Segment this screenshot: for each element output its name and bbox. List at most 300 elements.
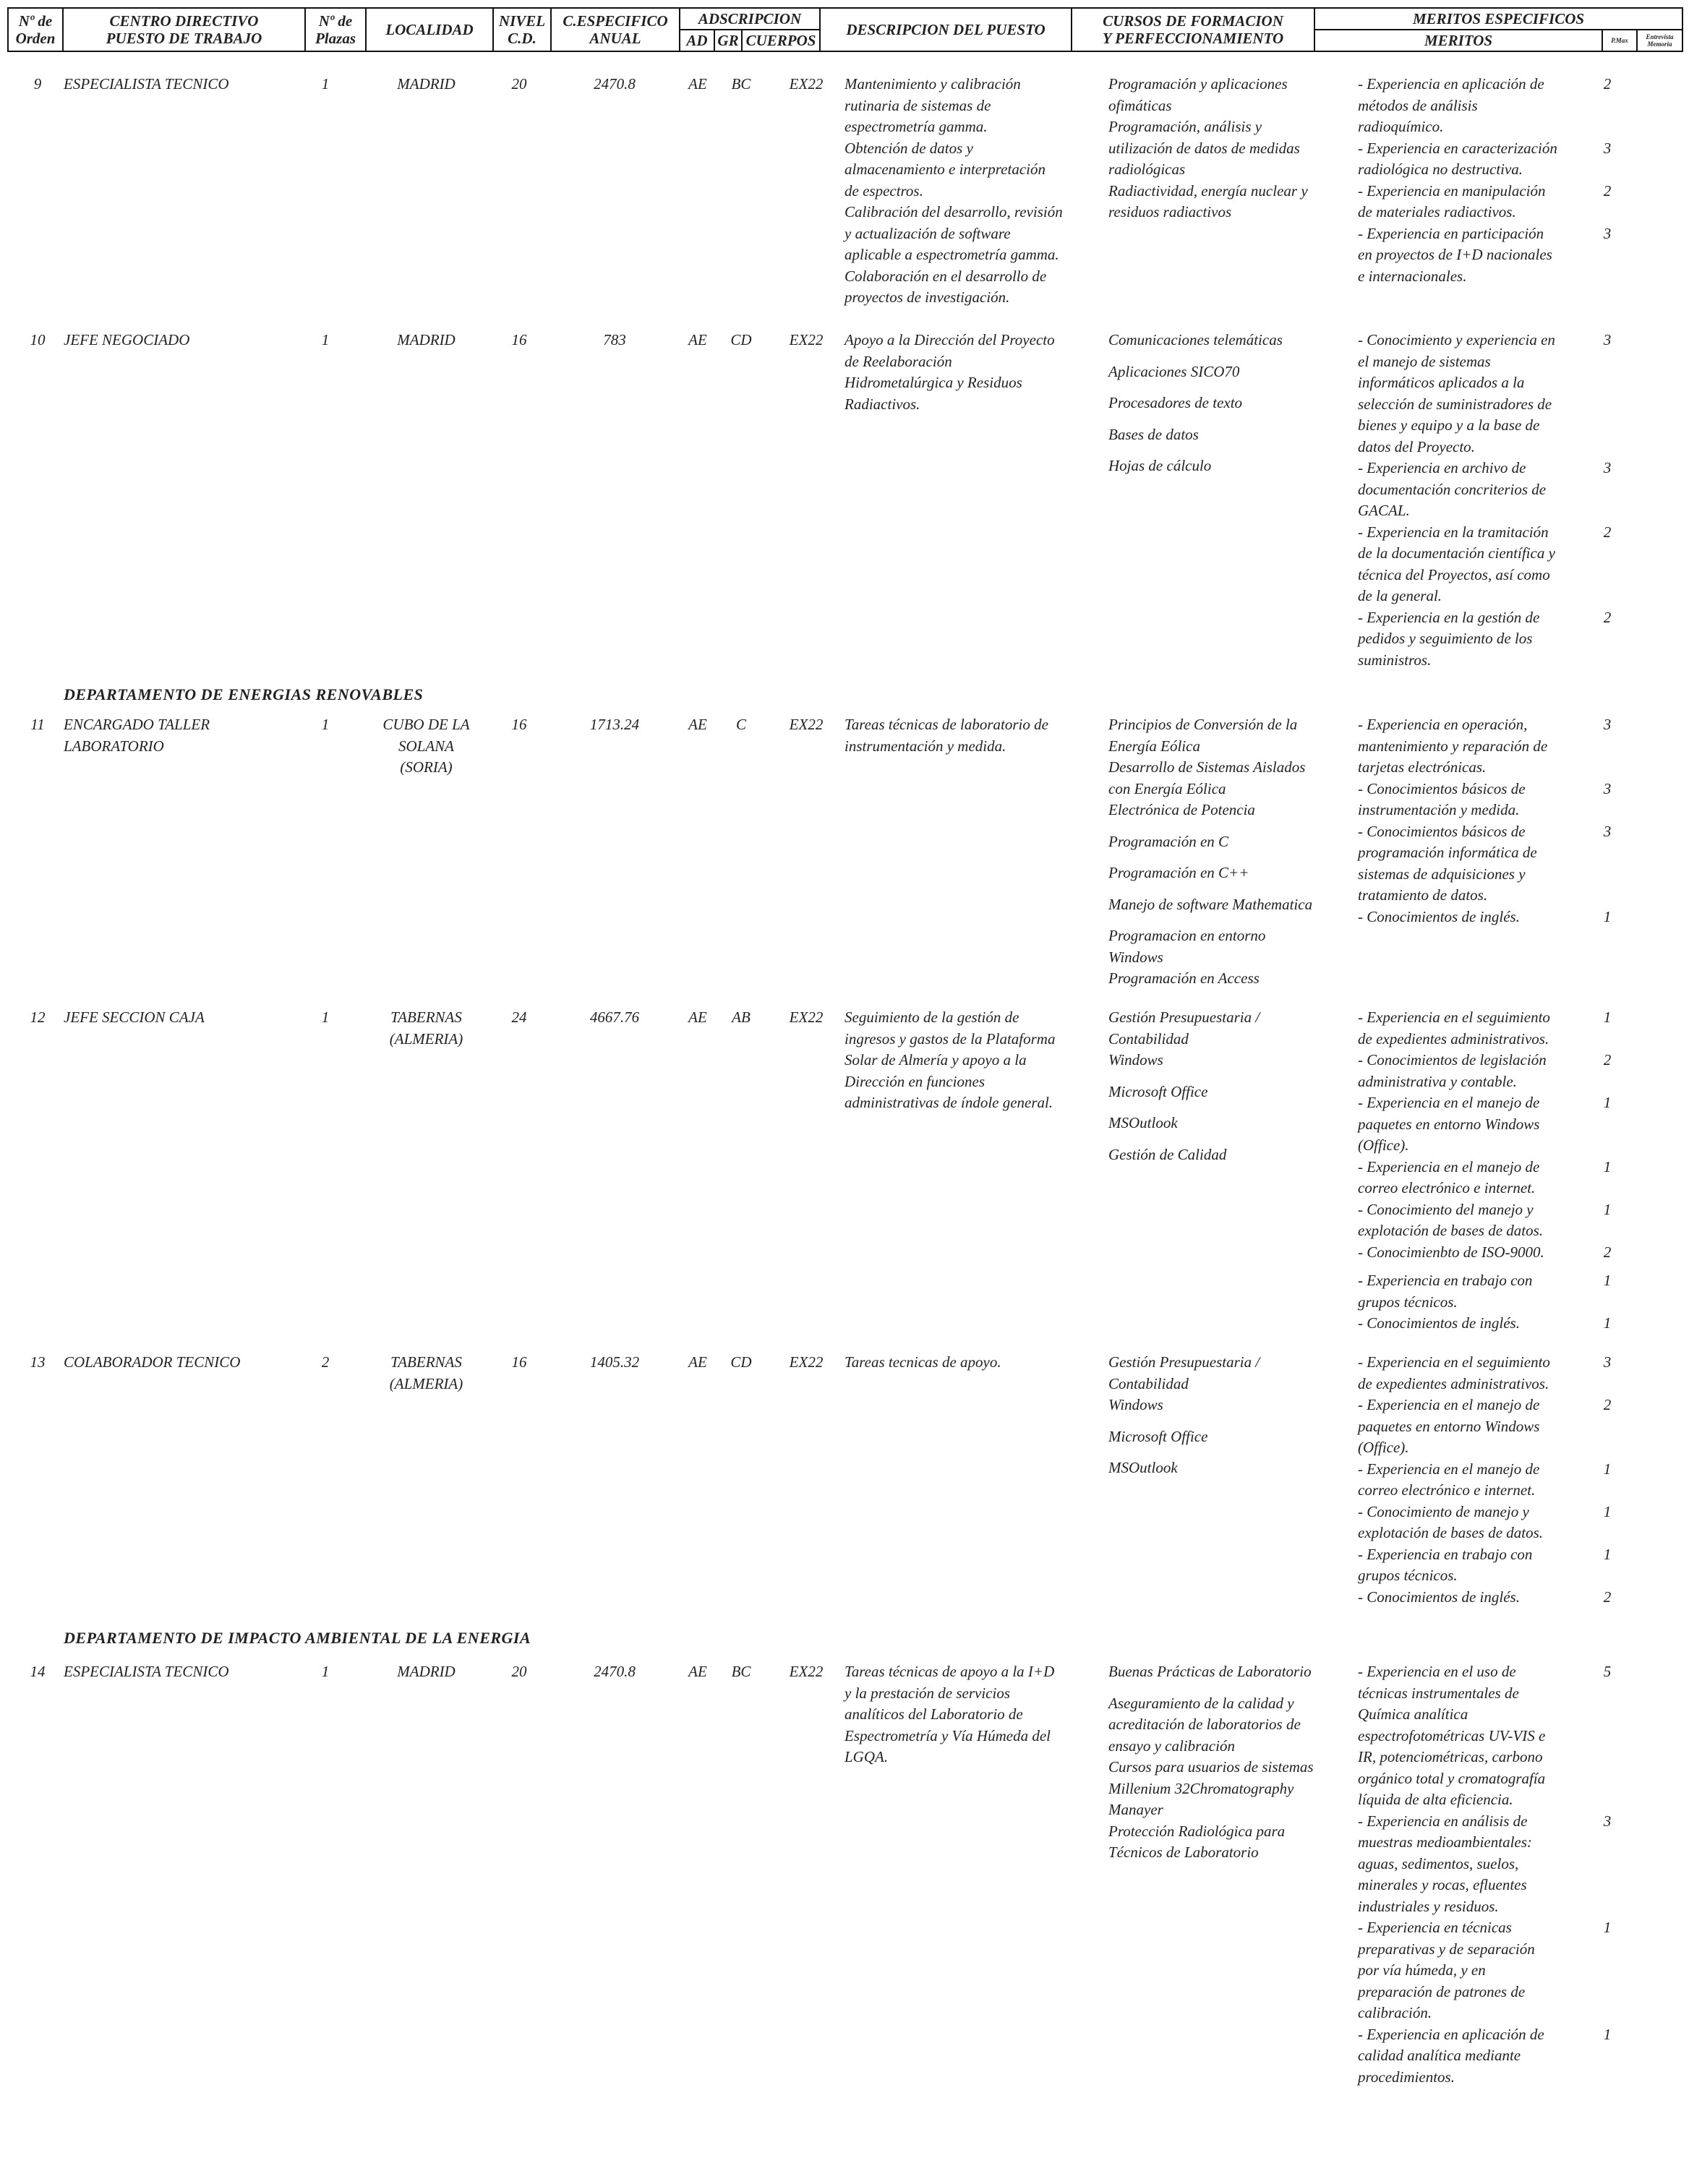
cell-localidad [363,1352,489,1395]
merito-line: - Experiencia en operación, [1358,716,1528,733]
merito-item [1358,522,1612,607]
merito-line: datos del Proyecto. [1358,437,1475,455]
curso-line: Gestión Presupuestaria / [1108,1009,1260,1026]
cell-especifico: 783 [603,331,626,348]
localidad-line: (SORIA) [400,758,453,776]
curso-line: Procesadores de texto [1108,394,1243,411]
merito-points: 1 [1603,1460,1612,1478]
merito-line: calibración. [1358,2004,1432,2021]
descripcion-line: y la prestación de servicios [844,1684,1011,1702]
merito-item [1358,607,1612,672]
merito-item [1358,1917,1612,2024]
curso-line: Buenas Prácticas de Laboratorio [1108,1663,1312,1680]
curso-line: residuos radiactivos [1108,203,1232,220]
curso-line: utilización de datos de medidas [1108,139,1300,157]
cell-plazas: 1 [321,1663,330,1680]
descripcion-line: Tareas tecnicas de apoyo. [844,1353,1001,1371]
curso-line: con Energía Eólica [1108,779,1226,797]
merito-item [1358,458,1612,522]
merito-line: - Experiencia en técnicas [1358,1919,1512,1936]
cell-plazas: 1 [321,1009,330,1026]
merito-line: líquida de alta eficiencia. [1358,1791,1513,1808]
cell-localidad [363,1661,489,1683]
curso-line: Principios de Conversión de la [1108,716,1298,733]
merito-line: tratamiento de datos. [1358,886,1488,904]
merito-line: programación informática de [1358,844,1537,861]
cell-ad: AE [688,1353,707,1371]
merito-item [1358,714,1612,779]
puesto-line: LABORATORIO [64,737,164,755]
merito-line: - Experiencia en análisis de [1358,1812,1528,1830]
merito-item [1358,74,1612,138]
header-n-orden: Nº de Orden [8,8,63,51]
cell-meritos [1358,74,1612,287]
cell-gr: CD [730,1353,752,1371]
curso-line: radiológicas [1108,160,1186,178]
merito-item [1358,1395,1612,1459]
merito-line: - Conocimientos de inglés. [1358,907,1520,925]
merito-line: grupos técnicos. [1358,1567,1458,1584]
merito-line: Química analítica [1358,1705,1468,1723]
localidad-line: (ALMERIA) [389,1374,463,1392]
merito-line: radiológica no destructiva. [1358,160,1523,178]
localidad-line: MADRID [397,331,456,348]
puesto-line: ESPECIALISTA TECNICO [64,1663,229,1680]
merito-line: - Experiencia en el manejo de [1358,1157,1540,1175]
merito-line: espectrofotométricas UV-VIS e [1358,1726,1546,1744]
merito-line: instrumentación y medida. [1358,801,1520,818]
descripcion-line: ingresos y gastos de la Plataforma [844,1029,1056,1048]
header-especifico: C.ESPECIFICO ANUAL [551,8,680,51]
cell-especifico: 1713.24 [589,716,640,733]
descripcion-line: almacenamiento e interpretación [844,160,1046,178]
descripcion-line: espectrometría gamma. [844,118,988,135]
cell-gr: AB [732,1009,751,1026]
merito-line: aguas, sedimentos, suelos, [1358,1854,1519,1872]
merito-line: de expedientes administrativos. [1358,1374,1549,1392]
cell-descripcion [844,714,1105,757]
merito-line: métodos de análisis [1358,96,1478,114]
descripcion-line: Tareas técnicas de apoyo a la I+D [844,1663,1055,1680]
curso-line: Programación en C++ [1108,864,1249,881]
merito-line: minerales y rocas, efluentes [1358,1876,1527,1893]
curso-line: Aseguramiento de la calidad y [1108,1694,1294,1712]
merito-line: GACAL. [1358,502,1410,519]
curso-line: Gestión Presupuestaria / [1108,1353,1260,1371]
cell-orden: 11 [30,716,45,733]
merito-line: - Experiencia en el manejo de [1358,1094,1540,1111]
merito-points: 2 [1603,1243,1612,1261]
cell-ad: AE [688,716,707,733]
merito-line: de materiales radiactivos. [1358,203,1516,220]
merito-item [1358,1587,1612,1609]
cell-gr: C [735,716,746,733]
descripcion-line: Hidrometalúrgica y Residuos [844,374,1022,391]
merito-line: selección de suministradores de [1358,395,1552,413]
curso-line: Electrónica de Potencia [1108,801,1255,818]
curso-line: Aplicaciones SICO70 [1108,362,1240,380]
cell-plazas: 1 [321,716,330,733]
descripcion-line: analíticos del Laboratorio de [844,1705,1023,1723]
curso-line: acreditación de laboratorios de [1108,1716,1301,1733]
merito-item [1358,821,1612,907]
cell-nivel: 16 [511,1353,527,1371]
merito-points: 1 [1603,1272,1612,1289]
descripcion-line: Radiactivos. [844,395,920,413]
merito-line: - Experiencia en caracterización [1358,139,1557,157]
merito-line: IR, potenciométricas, carbono [1358,1748,1543,1765]
cell-nivel: 16 [511,716,527,733]
merito-points: 2 [1603,523,1612,541]
header-descripcion: DESCRIPCION DEL PUESTO [820,8,1072,51]
merito-line: (Office). [1358,1439,1409,1456]
localidad-line: MADRID [397,75,456,93]
curso-line: Programación, análisis y [1108,118,1262,135]
merito-item [1358,779,1612,821]
descripcion-line: Obtención de datos y [844,139,973,157]
puesto-line: COLABORADOR TECNICO [64,1353,241,1371]
curso-line: Energía Eólica [1108,737,1200,755]
merito-line: de expedientes administrativos. [1358,1029,1549,1048]
curso-line: Microsoft Office [1108,1082,1208,1100]
descripcion-line: Calibración del desarrollo, revisión [844,203,1063,220]
curso-line: Windows [1108,948,1163,966]
merito-points: 2 [1603,1051,1612,1069]
curso-line: Manejo de software Mathematica [1108,895,1313,913]
cell-meritos [1358,1352,1612,1608]
merito-line: administrativa y contable. [1358,1072,1517,1090]
descripcion-line: Solar de Almería y apoyo a la [844,1051,1027,1069]
merito-points: 1 [1603,1502,1612,1520]
cell-meritos [1358,714,1612,928]
merito-item [1358,181,1612,223]
cell-orden: 14 [30,1663,46,1680]
merito-points: 3 [1603,1353,1612,1371]
cell-descripcion [844,1007,1105,1114]
merito-line: grupos técnicos. [1358,1293,1458,1311]
cell-localidad [363,1007,489,1050]
descripcion-line: rutinaria de sistemas de [844,96,991,114]
curso-line: Técnicos de Laboratorio [1108,1843,1259,1861]
merito-item [1358,1007,1612,1050]
merito-points: 2 [1603,1396,1612,1413]
merito-line: tarjetas electrónicas. [1358,758,1487,776]
localidad-line: MADRID [397,1663,456,1680]
merito-line: pedidos y seguimiento de los [1358,630,1533,647]
cell-meritos [1358,1007,1612,1335]
cell-puesto [64,1661,281,1683]
cell-plazas: 2 [321,1353,330,1371]
merito-line: preparativas y de separación [1358,1940,1535,1958]
descripcion-line: Seguimiento de la gestión de [844,1009,1019,1026]
merito-line: - Conocimientos de legislación [1358,1051,1547,1069]
merito-line: - Experiencia en el uso de [1358,1663,1516,1680]
merito-line: documentación concriterios de [1358,480,1547,498]
curso-line: Manayer [1108,1801,1163,1818]
cell-orden: 13 [30,1353,46,1371]
puesto-line: JEFE NEGOCIADO [64,331,190,348]
merito-item [1358,330,1612,458]
merito-line: - Conocimientos básicos de [1358,779,1526,797]
cell-puesto [64,1352,281,1374]
merito-line: muestras medioambientales: [1358,1833,1532,1851]
merito-line: - Experiencia en el seguimiento [1358,1009,1550,1026]
merito-points: 3 [1603,716,1612,733]
descripcion-line: Dirección en funciones [844,1072,985,1090]
merito-line: - Experiencia en participación [1358,224,1544,242]
merito-points: 2 [1603,75,1612,93]
cell-cuerpos: EX22 [789,1009,824,1026]
merito-line: el manejo de sistemas [1358,352,1491,370]
cell-meritos [1358,330,1612,671]
curso-line: Programación en Access [1108,969,1260,987]
merito-points: 2 [1603,181,1612,200]
descripcion-line: aplicable a espectrometría gamma. [844,246,1059,263]
merito-points: 2 [1603,608,1612,626]
descripcion-line: de Reelaboración [844,352,952,370]
descripcion-line: proyectos de investigación. [844,288,1010,306]
header-cursos: CURSOS DE FORMACION Y PERFECCIONAMIENTO [1072,8,1314,51]
curso-line: Programación en C [1108,832,1229,850]
descripcion-line: Espectrometría y Vía Húmeda del [844,1726,1051,1744]
merito-item [1358,1242,1612,1264]
cell-gr: BC [731,75,751,93]
merito-item [1358,1502,1612,1544]
cell-ad: AE [688,1663,707,1680]
merito-line: - Conocimientos de inglés. [1358,1588,1520,1606]
cell-cuerpos: EX22 [789,75,824,93]
header-entrevista: Entrevista Memoria [1637,30,1682,51]
merito-line: - Experiencia en trabajo con [1358,1545,1533,1563]
localidad-line: TABERNAS [390,1009,462,1026]
curso-line: ofimáticas [1108,96,1172,114]
header-meritos-especificos: MERITOS ESPECIFICOS [1314,8,1682,30]
merito-line: - Experiencia en trabajo con [1358,1272,1533,1289]
curso-line: Programación y aplicaciones [1108,75,1288,93]
merito-item [1358,1050,1612,1092]
merito-points: 5 [1603,1663,1612,1680]
merito-line: mantenimiento y reparación de [1358,737,1548,755]
curso-line: MSOutlook [1108,1459,1178,1476]
merito-line: - Conocimiento y experiencia en [1358,331,1555,348]
merito-points: 3 [1603,779,1612,797]
merito-line: procedimientos. [1358,2068,1455,2086]
department-heading-impacto: DEPARTAMENTO DE IMPACTO AMBIENTAL DE LA ENERGIA [64,1629,531,1647]
merito-item [1358,907,1612,928]
puesto-line: ENCARGADO TALLER [64,716,210,733]
cell-especifico: 1405.32 [589,1353,640,1371]
curso-line: Hojas de cálculo [1108,457,1212,474]
merito-item [1358,1544,1612,1587]
curso-line: Comunicaciones telemáticas [1108,331,1283,348]
cell-descripcion [844,330,1105,415]
merito-line: correo electrónico e internet. [1358,1481,1536,1499]
merito-line: en proyectos de I+D nacionales [1358,246,1552,263]
cell-nivel: 24 [511,1009,527,1026]
cell-puesto [64,1007,281,1029]
merito-line: - Experiencia en manipulación [1358,181,1546,200]
cell-puesto [64,74,281,95]
cell-orden: 10 [30,331,46,348]
curso-line: Contabilidad [1108,1029,1189,1048]
cell-nivel: 20 [511,75,527,93]
header-nivel: NIVEL C.D. [493,8,551,51]
merito-item [1358,223,1612,288]
cell-cursos [1108,74,1354,223]
cell-ad: AE [688,75,707,93]
cell-cursos [1108,714,1354,987]
cell-cursos [1108,1007,1354,1163]
merito-item [1358,1661,1612,1811]
curso-line: Millenium 32Chromatography [1108,1779,1294,1797]
merito-points: 1 [1603,1545,1612,1563]
merito-line: - Experiencia en aplicación de [1358,75,1544,93]
header-localidad: LOCALIDAD [366,8,493,51]
merito-line: - Experiencia en la tramitación [1358,523,1549,541]
merito-line: - Conocimientos de inglés. [1358,1314,1520,1332]
cell-cuerpos: EX22 [789,1353,824,1371]
cell-nivel: 16 [511,331,527,348]
merito-line: - Experiencia en aplicación de [1358,2025,1544,2043]
merito-points: 1 [1603,1009,1612,1026]
merito-line: - Experiencia en el manejo de [1358,1460,1540,1478]
cell-nivel: 20 [511,1663,527,1680]
merito-line: preparación de patrones de [1358,1982,1526,2000]
merito-line: sistemas de adquisiciones y [1358,865,1526,883]
department-heading-renovables: DEPARTAMENTO DE ENERGIAS RENOVABLES [64,685,424,703]
cell-localidad [363,714,489,779]
curso-line: Cursos para usuarios de sistemas [1108,1758,1314,1776]
merito-line: - Conocimienbto de ISO-9000. [1358,1243,1544,1261]
merito-line: bienes y equipo y a la base de [1358,416,1540,434]
column-header-table [7,7,1683,52]
curso-line: Programacion en entorno [1108,927,1266,944]
curso-line: Radiactividad, energía nuclear y [1108,181,1308,200]
header-cuerpos: CUERPOS [742,30,820,51]
merito-points: 1 [1603,1094,1612,1111]
merito-line: - Conocimiento del manejo y [1358,1200,1534,1218]
merito-line: e internacionales. [1358,267,1467,285]
header-centro-directivo: CENTRO DIRECTIVO PUESTO DE TRABAJO [63,8,305,51]
cell-puesto [64,714,281,757]
merito-line: - Conocimientos básicos de [1358,822,1526,840]
puesto-line: ESPECIALISTA TECNICO [64,75,229,93]
merito-line: - Experiencia en el seguimiento [1358,1353,1550,1371]
cell-descripcion [844,1661,1105,1768]
curso-line: Protección Radiológica para [1108,1822,1286,1840]
merito-line: - Experiencia en la gestión de [1358,608,1540,626]
cell-ad: AE [688,1009,707,1026]
merito-points: 3 [1603,822,1612,840]
merito-points: 1 [1603,2025,1612,2043]
merito-points: 2 [1603,1588,1612,1606]
curso-line: Gestión de Calidad [1108,1145,1227,1163]
header-n-plazas: Nº de Plazas [305,8,366,51]
cell-localidad [363,74,489,95]
header-pmax: P.Max [1602,30,1637,51]
localidad-line: (ALMERIA) [389,1029,463,1048]
cell-meritos [1358,1661,1612,2088]
cell-cursos [1108,1352,1354,1476]
curso-line: Bases de datos [1108,425,1199,443]
merito-points: 3 [1603,1812,1612,1830]
localidad-line: CUBO DE LA [382,716,470,733]
header-adscripcion: ADSCRIPCION [680,8,820,30]
merito-line: suministros. [1358,651,1432,669]
puesto-line: JEFE SECCION CAJA [64,1009,205,1026]
merito-item [1358,1092,1612,1157]
merito-line: explotación de bases de datos. [1358,1524,1544,1541]
merito-points: 3 [1603,459,1612,476]
merito-item [1358,138,1612,181]
merito-line: paquetes en entorno Windows [1358,1417,1540,1435]
merito-points: 1 [1603,1157,1612,1175]
curso-line: ensayo y calibración [1108,1737,1235,1755]
header-ad: AD [680,30,714,51]
descripcion-line: y actualización de software [844,224,1011,242]
merito-item [1358,1199,1612,1242]
curso-line: Windows [1108,1051,1163,1069]
merito-points: 1 [1603,1314,1612,1332]
merito-line: (Office). [1358,1136,1409,1154]
descripcion-line: Colaboración en el desarrollo de [844,267,1047,285]
merito-line: de la documentación científica y [1358,544,1555,562]
cell-ad: AE [688,331,707,348]
cell-especifico: 2470.8 [594,75,636,93]
merito-line: orgánico total y cromatografía [1358,1769,1546,1787]
cell-orden: 9 [33,75,42,93]
cell-cuerpos: EX22 [789,716,824,733]
merito-line: por vía húmeda, y en [1358,1961,1486,1979]
descripcion-line: LGQA. [844,1748,889,1765]
merito-points: 3 [1603,224,1612,242]
merito-line: paquetes en entorno Windows [1358,1115,1540,1133]
merito-line: radioquímico. [1358,118,1444,135]
merito-item [1358,1352,1612,1395]
merito-line: de la general. [1358,587,1442,604]
cell-plazas: 1 [321,75,330,93]
curso-line: Desarrollo de Sistemas Aislados [1108,758,1306,776]
merito-line: correo electrónico e internet. [1358,1179,1536,1196]
cell-especifico: 2470.8 [594,1663,636,1680]
merito-points: 3 [1603,331,1612,348]
merito-line: industriales y residuos. [1358,1897,1499,1915]
merito-line: informáticos aplicados a la [1358,374,1525,391]
merito-item [1358,1270,1612,1313]
merito-points: 1 [1603,1200,1612,1218]
descripcion-line: Apoyo a la Dirección del Proyecto [844,331,1055,348]
cell-descripcion [844,1352,1105,1374]
merito-item [1358,1459,1612,1502]
merito-line: - Experiencia en el manejo de [1358,1396,1540,1413]
curso-line: MSOutlook [1108,1114,1178,1131]
cell-gr: BC [731,1663,751,1680]
localidad-line: TABERNAS [390,1353,462,1371]
cell-cursos [1108,330,1354,474]
merito-item [1358,2024,1612,2089]
descripcion-line: instrumentación y medida. [844,737,1006,755]
merito-line: - Conocimiento de manejo y [1358,1502,1529,1520]
cell-descripcion [844,74,1105,309]
cell-gr: CD [730,331,752,348]
merito-line: - Experiencia en archivo de [1358,459,1526,476]
merito-item [1358,1313,1612,1335]
descripcion-line: administrativas de índole general. [844,1094,1053,1111]
cell-cursos [1108,1661,1354,1861]
merito-points: 3 [1603,139,1612,157]
merito-line: explotación de bases de datos. [1358,1222,1544,1239]
descripcion-line: Tareas técnicas de laboratorio de [844,716,1048,733]
